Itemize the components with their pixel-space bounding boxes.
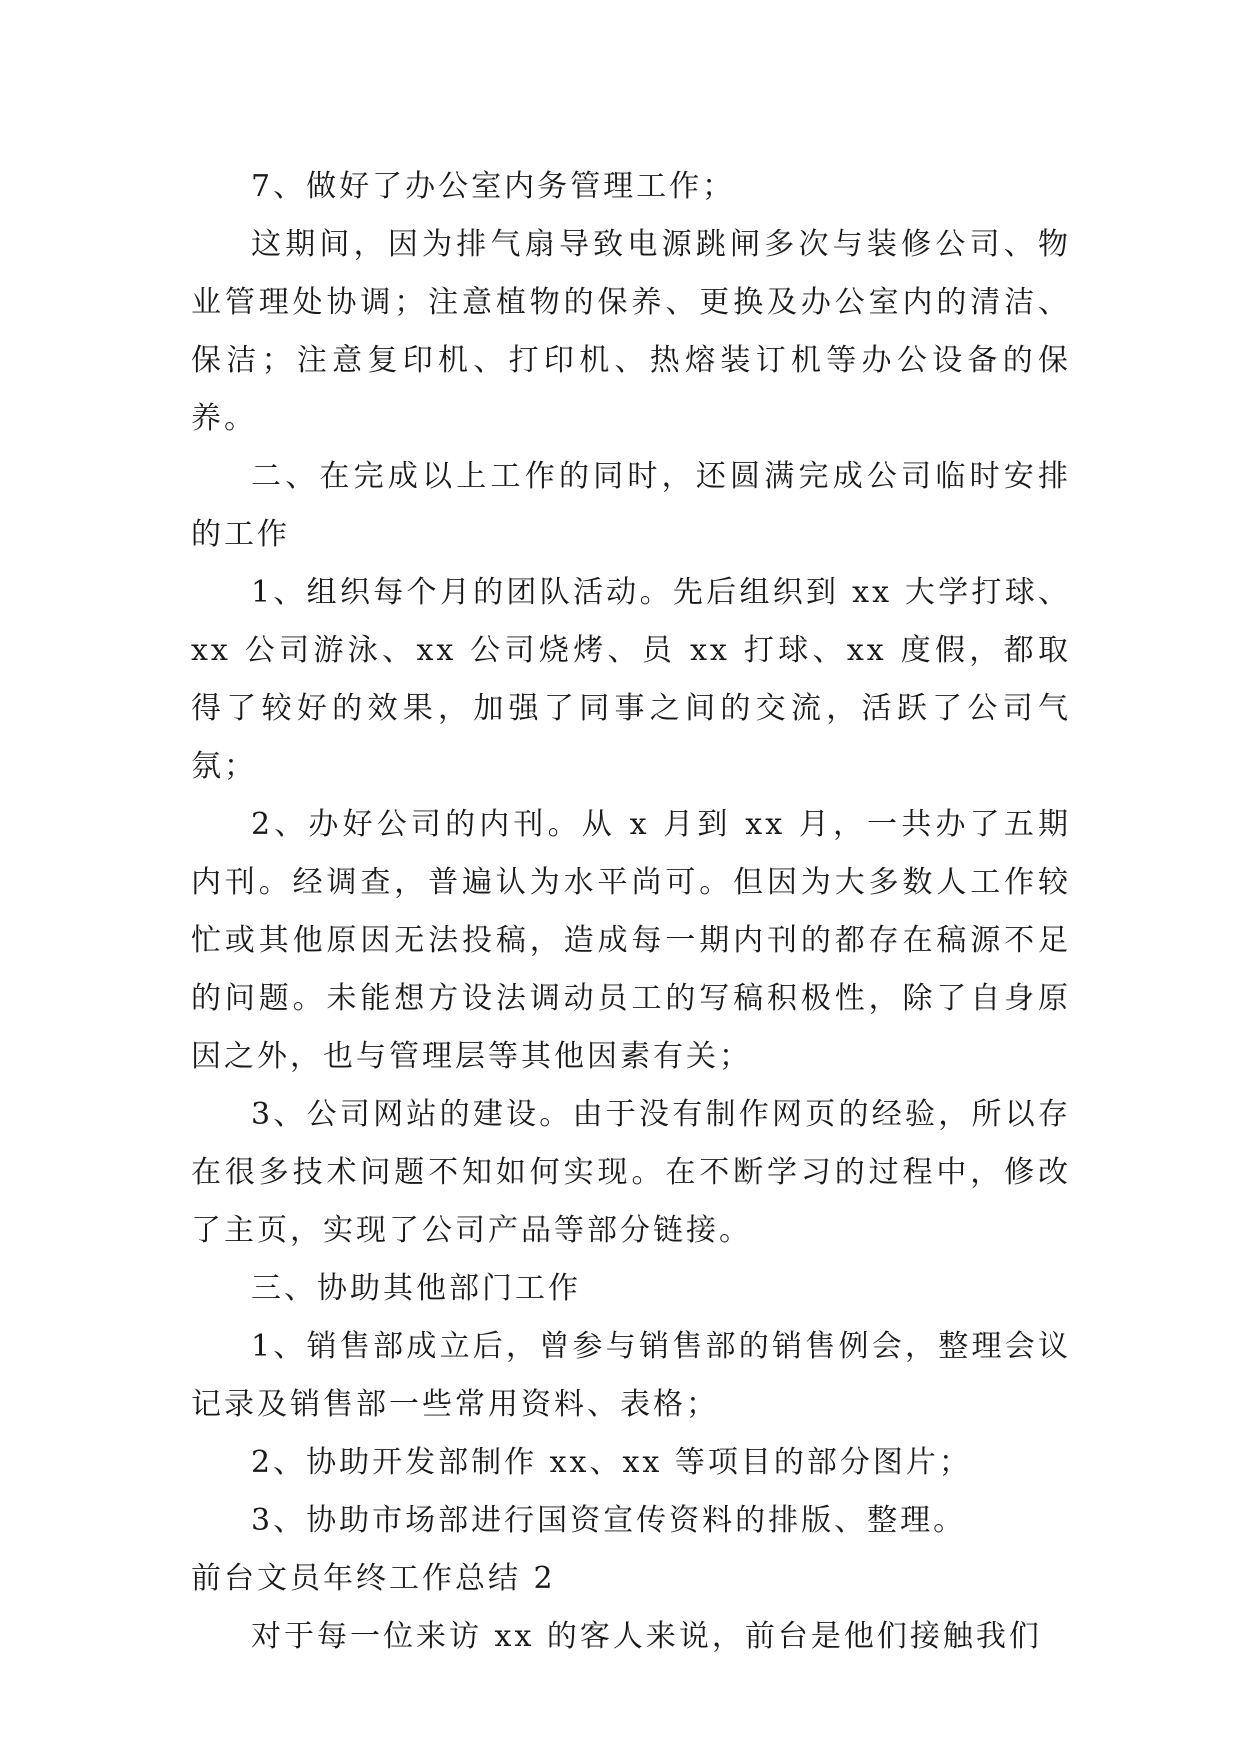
section-heading-assist-departments: 三、协助其他部门工作 (251, 1271, 581, 1306)
document-body (191, 158, 1071, 1666)
paragraph-website: 3、公司网站的建设。由于没有制作网页的经验，所以存在很多技术问题不知如何实现。在不断学习的过程中，修改了主页，实现了公司产品等部分链接。 (191, 1097, 1071, 1248)
section-title: 前台文员年终工作总结 2 (191, 1561, 556, 1596)
paragraph-coordination: 这期间，因为排气扇导致电源跳闸多次与装修公司、物业管理处协调；注意植物的保养、更换及办公室内的清洁、保洁；注意复印机、打印机、热熔装订机等办公设备的保养。 (191, 227, 1071, 436)
paragraph-dev-dept: 2、协助开发部制作 xx、xx 等项目的部分图片； (251, 1445, 972, 1480)
paragraph-internal-journal: 2、办好公司的内刊。从 x 月到 xx 月，一共办了五期内刊。经调查，普遍认为水平尚可。但因为大多数人工作较忙或其他原因无法投稿，造成每一期内刊的都存在稿源不足的问题。未能想方设法调动员工的写稿积极性，除了自身原因之外，也与管理层等其他因素有关； (191, 807, 1071, 1074)
paragraph-team-activities: 1、组织每个月的团队活动。先后组织到 xx 大学打球、xx 公司游泳、xx 公司烧烤、员 xx 打球、xx 度假，都取得了较好的效果，加强了同事之间的交流，活跃了公司气氛； (191, 575, 1071, 784)
paragraph-sales-dept: 1、销售部成立后，曾参与销售部的销售例会，整理会议记录及销售部一些常用资料、表格； (191, 1329, 1071, 1422)
paragraph-closing: 对于每一位来访 xx 的客人来说，前台是他们接触我们 (251, 1619, 1042, 1654)
section-heading-temporary-work: 二、在完成以上工作的同时，还圆满完成公司临时安排的工作 (191, 459, 1071, 552)
paragraph-office-affairs: 7、做好了办公室内务管理工作； (251, 169, 736, 204)
paragraph-market-dept: 3、协助市场部进行国资宣传资料的排版、整理。 (251, 1503, 967, 1538)
